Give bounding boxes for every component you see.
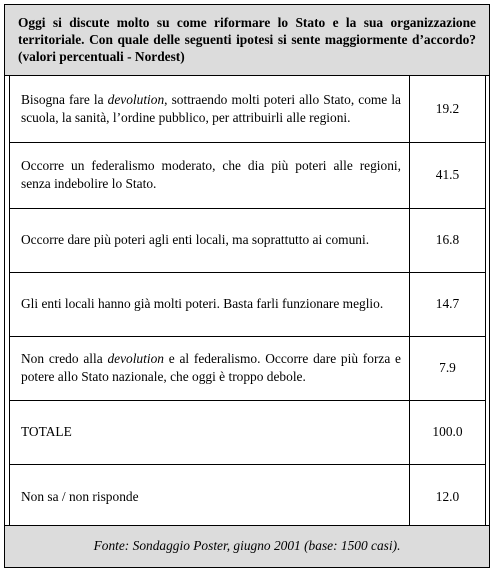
answer-text-emphasis: devolution [107,351,164,366]
answer-text: Occorre dare più poteri agli enti locali, ma soprattutto ai comuni. [21,232,370,247]
table-row [10,142,486,208]
table-row [10,272,486,336]
answer-text: Bisogna fare la [21,91,108,107]
answer-text: Non credo alla [21,351,108,366]
value-cell: 16.8 [410,208,486,272]
answer-cell [10,208,410,272]
total-row [10,400,486,464]
value-cell: 19.2 [410,76,486,142]
answer-text-rest: e al federalismo. Occorre dare più forza e potere allo Stato nazionale, che oggi è troppo debole. [21,351,401,384]
answer-cell [10,272,410,336]
answer-text: Non sa / non risponde [21,488,139,504]
answer-text-rest: , sottraendo molti poteri allo Stato, come la scuola, la sanità, l’ordine pubblico, per attribuirli alle regioni. [21,91,402,125]
source-note: Fonte: Sondaggio Poster, giugno 2001 (base: 1500 casi). [93,538,401,553]
table-row [10,76,486,142]
total-value-cell: 100.0 [410,400,486,464]
value-cell: 14.7 [410,272,486,336]
table-row [10,336,486,400]
table-row [10,464,486,529]
table-row [10,208,486,272]
source-footer [5,525,489,567]
question-text: Oggi si discute molto su come riformare lo Stato e la sua organizzazione territoriale. Con quale delle seguenti ipotesi si sente maggiormente d’accordo? (valori percentuali - Nordest) [18,15,476,64]
answer-cell [10,336,410,400]
table-header [5,5,489,76]
answer-text-emphasis: devolution [107,91,165,107]
answer-cell [10,76,410,142]
total-label: TOTALE [21,424,72,439]
value-cell: 12.0 [410,464,486,529]
value-cell: 7.9 [410,336,486,400]
answer-cell [10,400,410,464]
answer-cell [10,142,410,208]
answer-cell [10,464,410,529]
results-table [9,76,486,530]
survey-table-frame [4,4,490,568]
value-cell: 41.5 [410,142,486,208]
answer-text: Occorre un federalismo moderato, che dia più poteri alle regioni, senza indebolire lo Stato. [21,158,401,191]
answer-text: Gli enti locali hanno già molti poteri. Basta farli funzionare meglio. [21,296,384,311]
